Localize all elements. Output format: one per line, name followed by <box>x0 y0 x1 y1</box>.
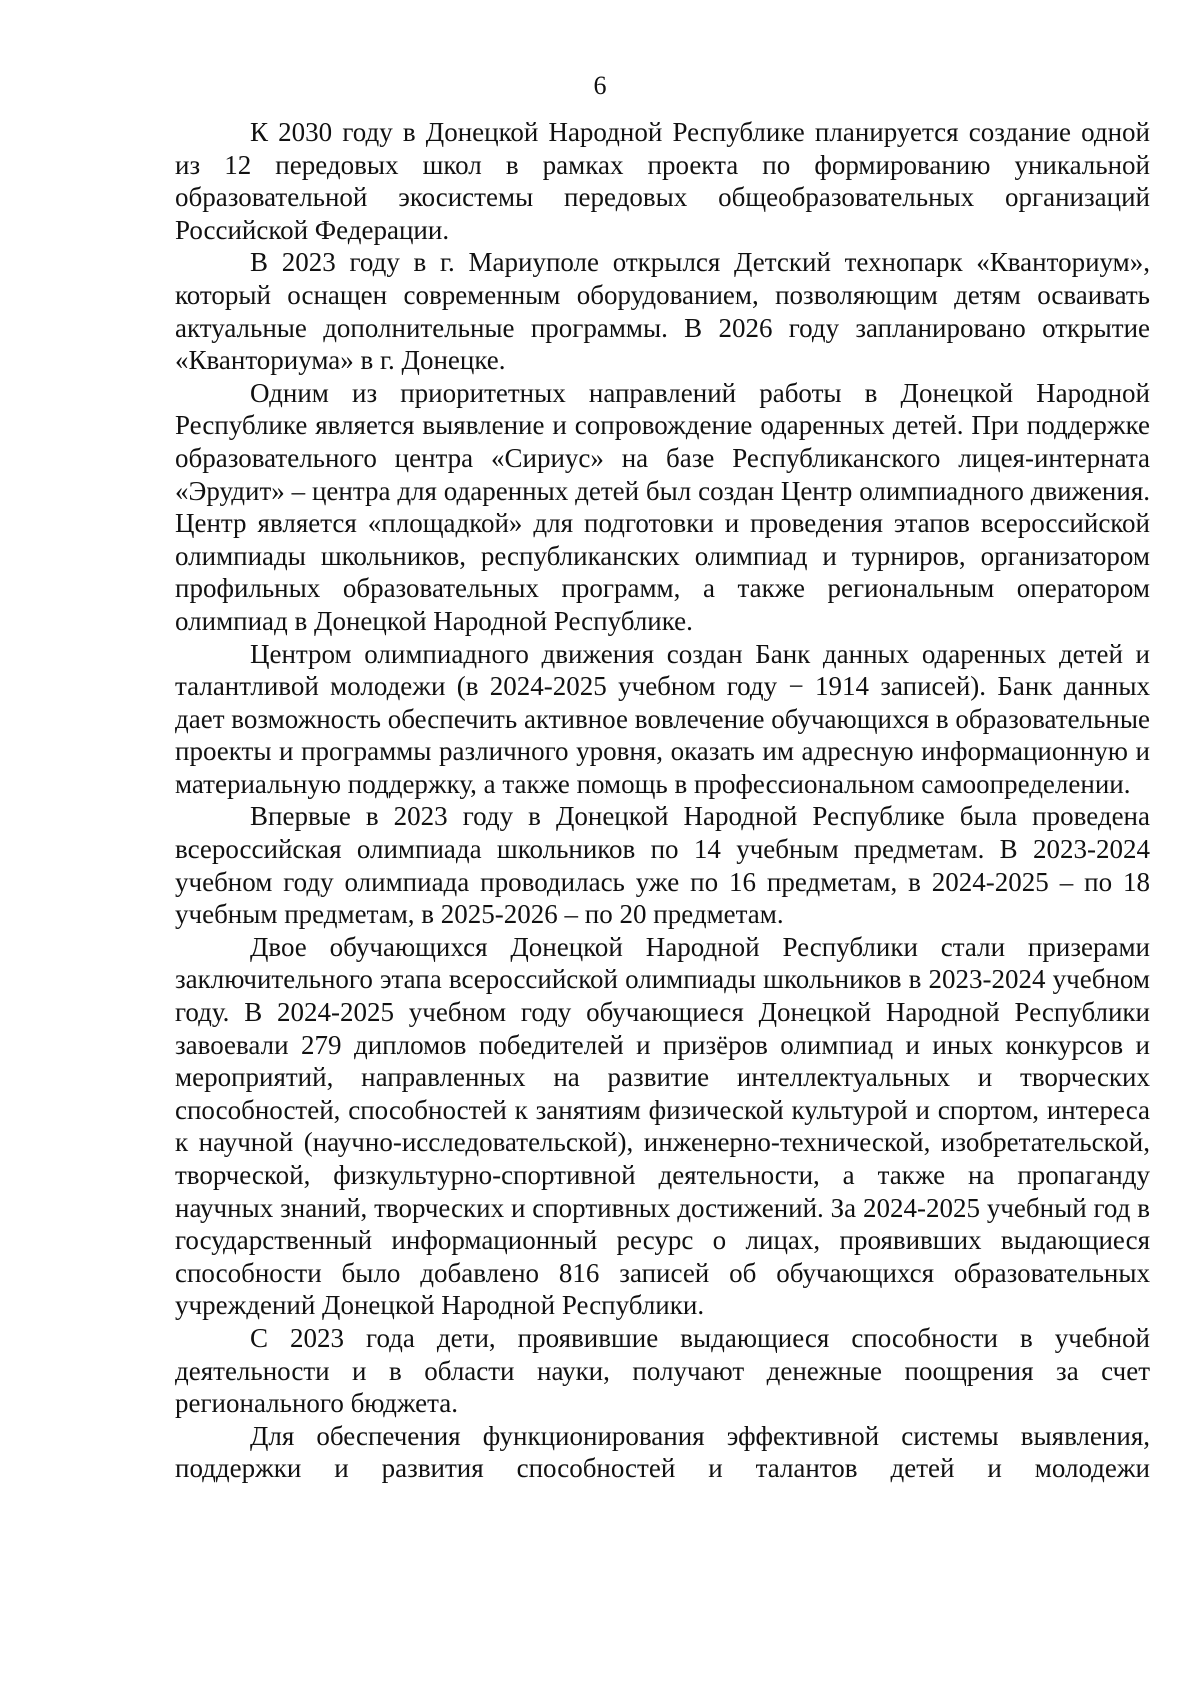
paragraph-gifted-children: Одним из приоритетных направлений работы в Донецкой Народной Республике является выявление и сопровождение одаренных детей. При поддержке образовательного центра «Сириус» на базе Республиканского лицея-интерната «Эрудит» – центра для одаренных детей был создан Центр олимпиадного движения. Центр является «площадкой» для подготовки и проведения этапов всероссийской олимпиады школьников, республиканских олимпиад и турниров, организатором профильных образовательных программ, а также региональным оператором олимпиад в Донецкой Народной Республике. <box>175 377 1150 636</box>
paragraph-talent-support-system: Для обеспечения функционирования эффективной системы выявления, поддержки и развития способностей и талантов детей и молодежи <box>175 1420 1150 1484</box>
document-body <box>175 116 1150 1485</box>
paragraph-prize-winners: Двое обучающихся Донецкой Народной Республики стали призерами заключительного этапа всероссийской олимпиады школьников в 2023-2024 учебном году. В 2024-2025 учебном году обучающиеся Донецкой Народной Республики завоевали 279 дипломов победителей и призёров олимпиад и иных конкурсов и мероприятий, направленных на развитие интеллектуальных и творческих способностей, способностей к занятиям физической культурой и спортом, интереса к научной (научно-исследовательской), инженерно-технической, изобретательской, творческой, физкультурно-спортивной деятельности, а также на пропаганду научных знаний, творческих и спортивных достижений. За 2024-2025 учебный год в государственный информационный ресурс о лицах, проявивших выдающиеся способности было добавлено 816 записей об обучающихся образовательных учреждений Донецкой Народной Республики. <box>175 931 1150 1321</box>
paragraph-kvantorium: В 2023 году в г. Мариуполе открылся Детский технопарк «Кванториум», который оснащен современным оборудованием, позволяющим детям осваивать актуальные дополнительные программы. В 2026 году запланировано открытие «Кванториума» в г. Донецке. <box>175 247 1150 376</box>
paragraph-data-bank: Центром олимпиадного движения создан Банк данных одаренных детей и талантливой молодежи (в 2024-2025 учебном году − 1914 записей). Банк данных дает возможность обеспечить активное вовлечение обучающихся в образовательные проекты и программы различного уровня, оказать им адресную информационную и материальную поддержку, а также помощь в профессиональном самоопределении. <box>175 638 1150 799</box>
paragraph-olympiad-subjects: Впервые в 2023 году в Донецкой Народной Республике была проведена всероссийская олимпиада школьников по 14 учебным предметам. В 2023-2024 учебном году олимпиада проводилась уже по 16 предметам, в 2024-2025 – по 18 учебным предметам, в 2025-2026 – по 20 предметам. <box>175 801 1150 930</box>
paragraph-advanced-schools: К 2030 году в Донецкой Народной Республике планируется создание одной из 12 передовых школ в рамках проекта по формированию уникальной образовательной экосистемы передовых общеобразовательных организаций Российской Федерации. <box>175 117 1150 245</box>
paragraph-monetary-rewards: С 2023 года дети, проявившие выдающиеся способности в учебной деятельности и в области науки, получают денежные поощрения за счет регионального бюджета. <box>175 1322 1150 1419</box>
page-number: 6 <box>593 71 607 100</box>
